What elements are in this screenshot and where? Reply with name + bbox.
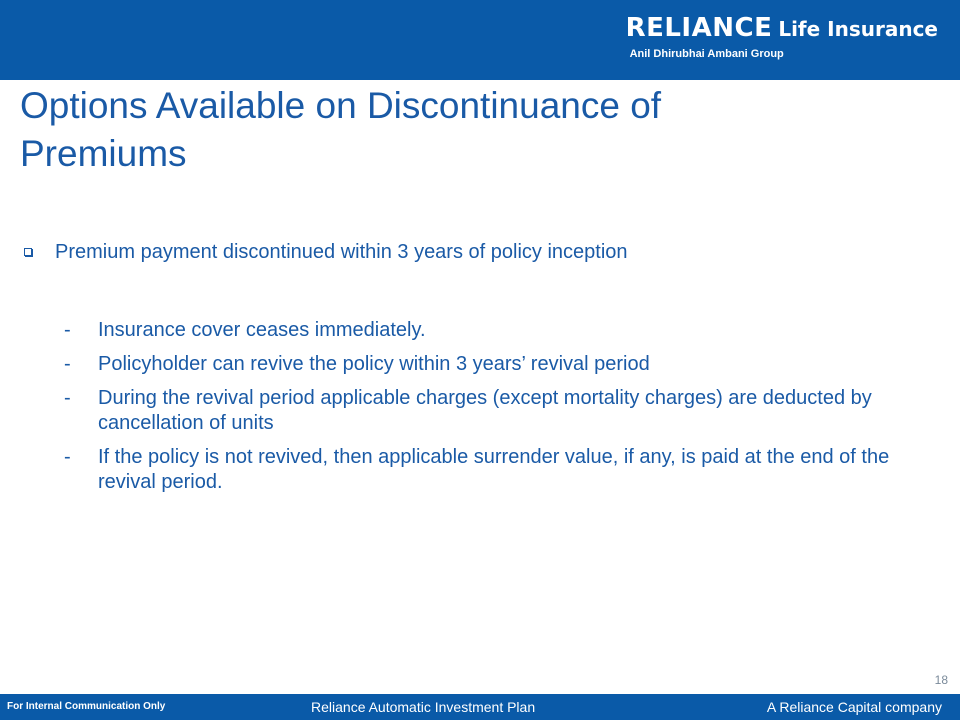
dash-bullet-icon: -: [64, 387, 71, 409]
dash-bullet-icon: -: [64, 353, 71, 375]
sub-bullet-list: [64, 318, 914, 504]
slide-title: Options Available on Discontinuance of Premiums: [20, 82, 820, 184]
footer-plan-name: Reliance Automatic Investment Plan: [311, 699, 536, 715]
sub-bullet-item: [64, 352, 914, 377]
dash-bullet-icon: -: [64, 446, 71, 468]
logo-product: Life Insurance: [778, 17, 938, 41]
footer-band: [0, 694, 960, 720]
sub-bullet-item: [64, 445, 914, 495]
page-number: 18: [934, 673, 948, 687]
dash-bullet-icon: -: [64, 319, 71, 341]
footer-confidential-note: For Internal Communication Only: [7, 701, 166, 712]
sub-bullet-item: [64, 386, 914, 436]
sub-bullet-text: Policyholder can revive the policy within 3 years’ revival period: [98, 353, 650, 375]
reliance-logo: [626, 14, 938, 60]
main-bullet: [24, 239, 924, 265]
sub-bullet-item: [64, 318, 914, 343]
sub-bullet-text: Insurance cover ceases immediately.: [98, 319, 426, 341]
logo-brand: RELIANCE: [625, 13, 773, 43]
sub-bullet-text: If the policy is not revived, then applicable surrender value, if any, is paid at the end of the revival period.: [98, 446, 890, 493]
sub-bullet-text: During the revival period applicable charges (except mortality charges) are deducted by cancellation of units: [98, 387, 872, 434]
footer-company: A Reliance Capital company: [766, 699, 942, 715]
main-bullet-text: Premium payment discontinued within 3 years of policy inception: [55, 241, 628, 263]
header-band: [0, 0, 960, 80]
logo-group: Anil Dhirubhai Ambani Group: [629, 48, 784, 60]
square-bullet-icon: [24, 248, 32, 256]
